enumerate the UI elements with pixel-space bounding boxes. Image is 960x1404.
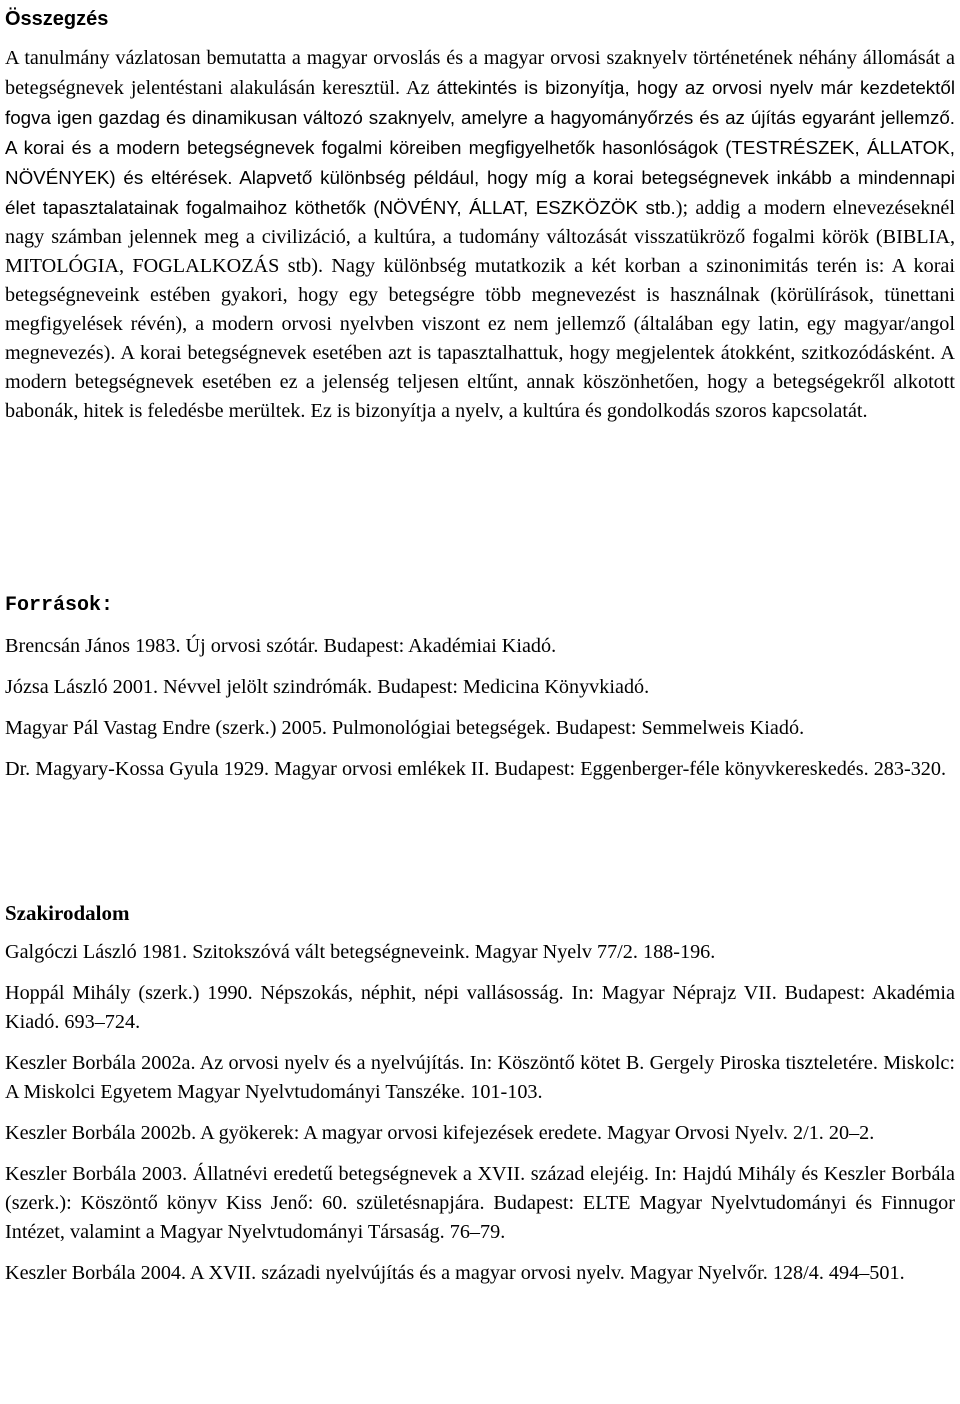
literature-item: Keszler Borbála 2004. A XVII. századi nyelvújítás és a magyar orvosi nyelv. Magyar Nyelvőr. 128/4. 494–501. (5, 1262, 905, 1284)
literature-item: Keszler Borbála 2002b. A gyökerek: A magyar orvosi kifejezések eredete. Magyar Orvosi Nyelv. 2/1. 20–2. (5, 1122, 875, 1144)
sources-list (5, 632, 955, 796)
literature-item: Hoppál Mihály (szerk.) 1990. Népszokás, néphit, népi vallásosság. In: Magyar Néprajz VII. Budapest: Akadémia Kiadó. 693–724. (5, 982, 955, 1033)
literature-list (5, 938, 955, 1300)
literature-item: Keszler Borbála 2002a. Az orvosi nyelv és a nyelvújítás. In: Köszöntő kötet B. Gergely Piroska tiszteletére. Miskolc: A Miskolci Egyetem Magyar Nyelvtudományi Tanszéke. 101-103. (5, 1052, 955, 1103)
source-item: Magyar Pál Vastag Endre (szerk.) 2005. Pulmonológiai betegségek. Budapest: Semmelweis Kiadó. (5, 717, 805, 739)
literature-item: Galgóczi László 1981. Szitokszóvá vált betegségneveink. Magyar Nyelv 77/2. 188-196. (5, 941, 716, 963)
literature-heading: Szakirodalom (5, 901, 130, 925)
summary-text-part3: ); addig a modern elnevezéseknél nagy számban jelennek meg a civilizáció, a kultúra, a tudomány változását visszatükröző fogalmi körök (BIBLIA, MITOLÓGIA, FOGLALKOZÁS stb). Nagy különbség mutatkozik a két korban a szinonimitás terén is: A korai betegségneveink estében gyakori, hogy egy betegségre több megnevezést is használnak (körülírások, tünettani megfigyelések révén), a modern orvosi nyelvben viszont ez nem jellemző (általában egy latin, egy magyar/angol megnevezés). A korai betegségnevek esetében azt is tapasztalhattuk, hogy megjelentek átokként, szitkozódásként. A modern betegségnevek esetében ez a jelenség teljesen eltűnt, annak köszönhetően, hogy a betegségekről alkotott babonák, hitek is feledésbe merültek. Ez is bizonyítja a nyelv, a kultúra és gondolkodás szoros kapcsolatát. (5, 197, 956, 422)
summary-paragraph (5, 44, 955, 426)
literature-item: Keszler Borbála 2003. Állatnévi eredetű betegségnevek a XVII. század elejéig. In: Hajdú Mihály és Keszler Borbála (szerk.): Köszöntő könyv Kiss Jenő: 60. születésnapjára. Budapest: ELTE Magyar Nyelvtudományi és Finnugor Intézet, valamint a Magyar Nyelvtudományi Társaság. 76–79. (5, 1163, 955, 1243)
source-item: Dr. Magyary-Kossa Gyula 1929. Magyar orvosi emlékek II. Budapest: Eggenberger-féle könyvkereskedés. 283-320. (5, 758, 947, 780)
source-item: Brencsán János 1983. Új orvosi szótár. Budapest: Akadémiai Kiadó. (5, 635, 557, 657)
summary-text-part1: A tanulmány vázlatosan bemutatta a magyar orvoslás és a magyar orvosi szaknyelv történetének néhány állomását a betegségnevek jelentéstani alakulásán keresztül. Az (5, 47, 955, 99)
summary-text-part2: áttekintés is bizonyítja, hogy az orvosi nyelv már kezdetektől fogva igen gazdag és dinamikusan változó szaknyelv, amelyre a hagyományőrzés és az újítás egyaránt jellemző. A korai és a modern betegségnevek fogalmi köreiben megfigyelhetők hasonlóságok (TESTRÉSZEK, ÁLLATOK, NÖVÉNYEK) és eltérések. Alapvető különbség például, hogy míg a korai betegségnevek inkább a mindennapi élet tapasztalatainak fogalmaihoz köthetők (NÖVÉNY, ÁLLAT, ESZKÖZÖK stb. (5, 77, 955, 218)
summary-heading: Összegzés (5, 8, 109, 30)
source-item: Józsa László 2001. Névvel jelölt szindrómák. Budapest: Medicina Könyvkiadó. (5, 676, 650, 698)
sources-heading: Források: (5, 594, 114, 617)
